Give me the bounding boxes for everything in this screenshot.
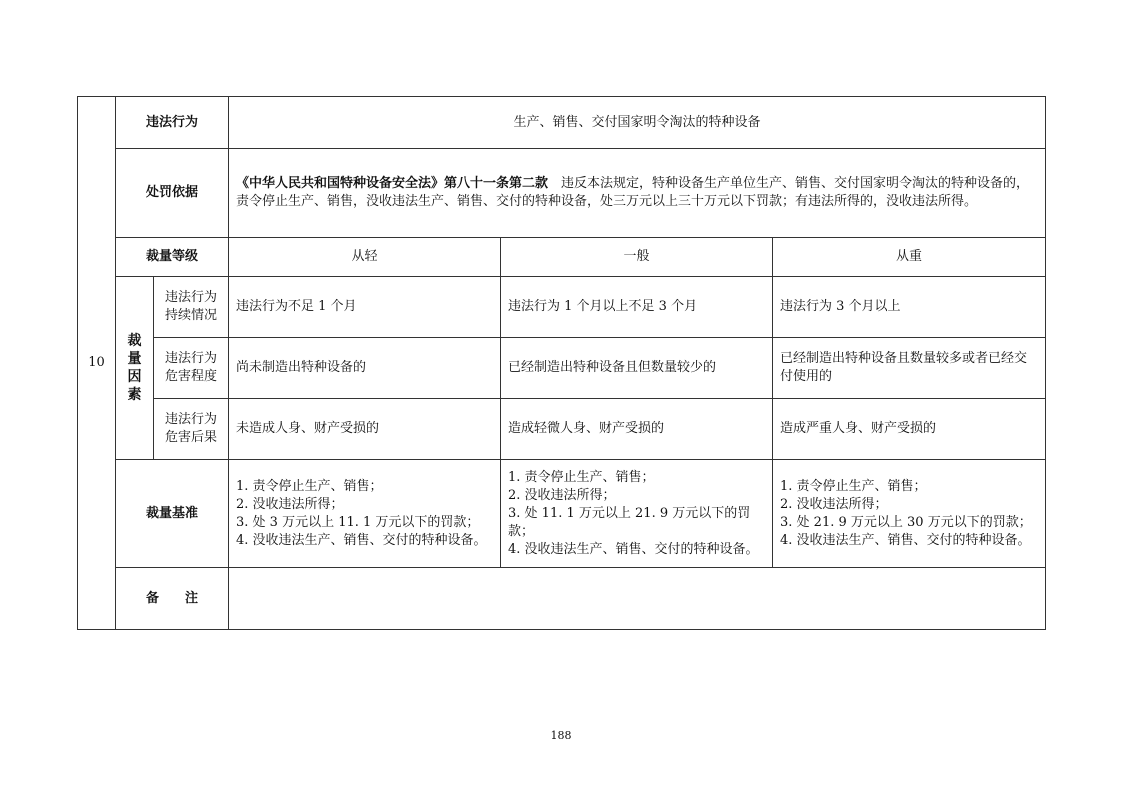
- factor-heavy: 造成严重人身、财产受损的: [773, 399, 1046, 460]
- standard-normal: [501, 460, 773, 568]
- factor-light: 违法行为不足 1 个月: [229, 277, 501, 338]
- factors-label: [116, 277, 154, 460]
- factor-label: 违法行为持续情况: [154, 277, 229, 338]
- standard-item: 2. 没收违法所得；: [236, 496, 344, 512]
- page-number: 188: [550, 729, 572, 742]
- factor-light: 未造成人身、财产受损的: [229, 399, 501, 460]
- level-heavy: 从重: [773, 238, 1046, 277]
- basis-text: 违反本法规定，特种设备生产单位生产、销售、交付国家明令淘汰的特种设备的，责令停止生产、销售，没收违法生产、销售、交付的特种设备，处三万元以上三十万元以下罚款；有违法所得的，没收违法所得。: [236, 176, 1030, 209]
- row-number: 10: [78, 97, 116, 630]
- factor-normal: 违法行为 1 个月以上不足 3 个月: [501, 277, 773, 338]
- level-normal: 一般: [501, 238, 773, 277]
- standard-item: 4. 没收违法生产、销售、交付的特种设备。: [236, 532, 487, 548]
- factors-char: 因: [127, 369, 142, 385]
- standard-light: [229, 460, 501, 568]
- factor-heavy: 已经制造出特种设备且数量较多或者已经交付使用的: [773, 338, 1046, 399]
- factor-heavy: 违法行为 3 个月以上: [773, 277, 1046, 338]
- factor-label: 违法行为危害后果: [154, 399, 229, 460]
- standard-item: 2. 没收违法所得；: [508, 487, 616, 503]
- standard-item: 1. 责令停止生产、销售；: [508, 469, 655, 485]
- factors-char: 裁: [127, 333, 142, 349]
- factor-light: 尚未制造出特种设备的: [229, 338, 501, 399]
- standard-item: 4. 没收违法生产、销售、交付的特种设备。: [508, 541, 759, 557]
- level-light: 从轻: [229, 238, 501, 277]
- standard-item: 3. 处 21. 9 万元以上 30 万元以下的罚款；: [780, 514, 1032, 530]
- factor-label: 违法行为危害程度: [154, 338, 229, 399]
- standard-item: 3. 处 3 万元以上 11. 1 万元以下的罚款；: [236, 514, 480, 530]
- violation-label: 违法行为: [116, 97, 229, 149]
- standard-item: 1. 责令停止生产、销售；: [780, 478, 927, 494]
- levels-label: 裁量等级: [116, 238, 229, 277]
- standard-item: 4. 没收违法生产、销售、交付的特种设备。: [780, 532, 1031, 548]
- basis-value: [229, 149, 1046, 238]
- basis-label: 处罚依据: [116, 149, 229, 238]
- violation-value: 生产、销售、交付国家明令淘汰的特种设备: [229, 97, 1046, 149]
- standard-item: 1. 责令停止生产、销售；: [236, 478, 383, 494]
- factors-char: 素: [127, 387, 142, 403]
- standard-label: 裁量基准: [116, 460, 229, 568]
- discretion-table: [77, 96, 1046, 630]
- factor-normal: 已经制造出特种设备且但数量较少的: [501, 338, 773, 399]
- standard-item: 3. 处 11. 1 万元以上 21. 9 万元以下的罚款；: [508, 505, 751, 539]
- factors-char: 量: [127, 351, 142, 367]
- basis-law: 《中华人民共和国特种设备安全法》第八十一条第二款: [236, 176, 549, 191]
- remarks-value: [229, 568, 1046, 630]
- standard-heavy: [773, 460, 1046, 568]
- remarks-label: 备 注: [116, 568, 229, 630]
- standard-item: 2. 没收违法所得；: [780, 496, 888, 512]
- factor-normal: 造成轻微人身、财产受损的: [501, 399, 773, 460]
